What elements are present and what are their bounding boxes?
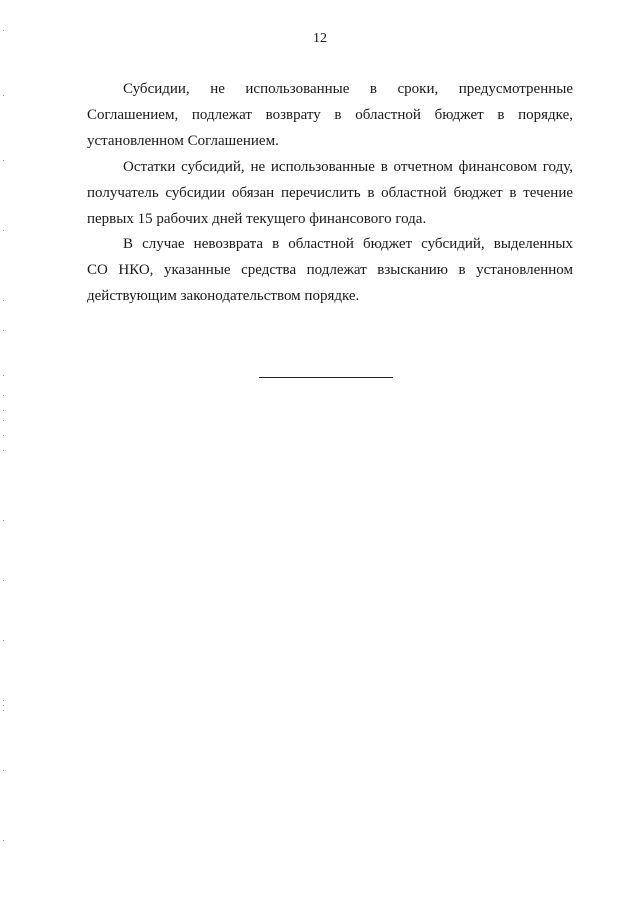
paragraph-line: получатель субсидии обязан перечислить в областной бюджет в течение [87, 185, 573, 201]
scan-speck [3, 395, 4, 396]
scan-speck [3, 30, 4, 31]
scan-speck [3, 435, 4, 436]
scan-speck [3, 450, 4, 451]
scan-speck [3, 520, 4, 521]
page-number: 12 [313, 31, 327, 46]
scan-speck [3, 770, 4, 771]
paragraph-line: действующим законодательством порядке. [87, 288, 360, 304]
scan-speck [3, 580, 4, 581]
paragraph-line: Субсидии, не использованные в сроки, предусмотренные [123, 81, 573, 97]
scan-speck [3, 330, 4, 331]
scan-speck [3, 840, 4, 841]
scan-speck [3, 705, 4, 706]
scan-speck [3, 410, 4, 411]
paragraph-subsidy-remainders [87, 154, 573, 232]
paragraph-subsidy-return [87, 76, 573, 154]
scan-speck [3, 700, 4, 701]
end-separator-line [259, 377, 393, 378]
paragraph-nonreturn-recovery [87, 231, 573, 309]
scan-speck [3, 420, 4, 421]
paragraph-line: Остатки субсидий, не использованные в отчетном финансовом году, [123, 159, 573, 175]
scan-speck [3, 160, 4, 161]
paragraph-line: В случае невозврата в областной бюджет субсидий, выделенных [123, 236, 573, 252]
paragraph-line: СО НКО, указанные средства подлежат взысканию в установленном [87, 262, 573, 278]
paragraph-line: установленном Соглашением. [87, 133, 279, 149]
scan-speck [3, 710, 4, 711]
scan-speck [3, 95, 4, 96]
scan-speck [3, 640, 4, 641]
paragraph-line: первых 15 рабочих дней текущего финансового года. [87, 211, 427, 227]
scan-speck [3, 375, 4, 376]
scan-margin-dots [3, 0, 5, 905]
paragraph-line: Соглашением, подлежат возврату в областной бюджет в порядке, [87, 107, 573, 123]
scan-speck [3, 300, 4, 301]
scan-speck [3, 230, 4, 231]
